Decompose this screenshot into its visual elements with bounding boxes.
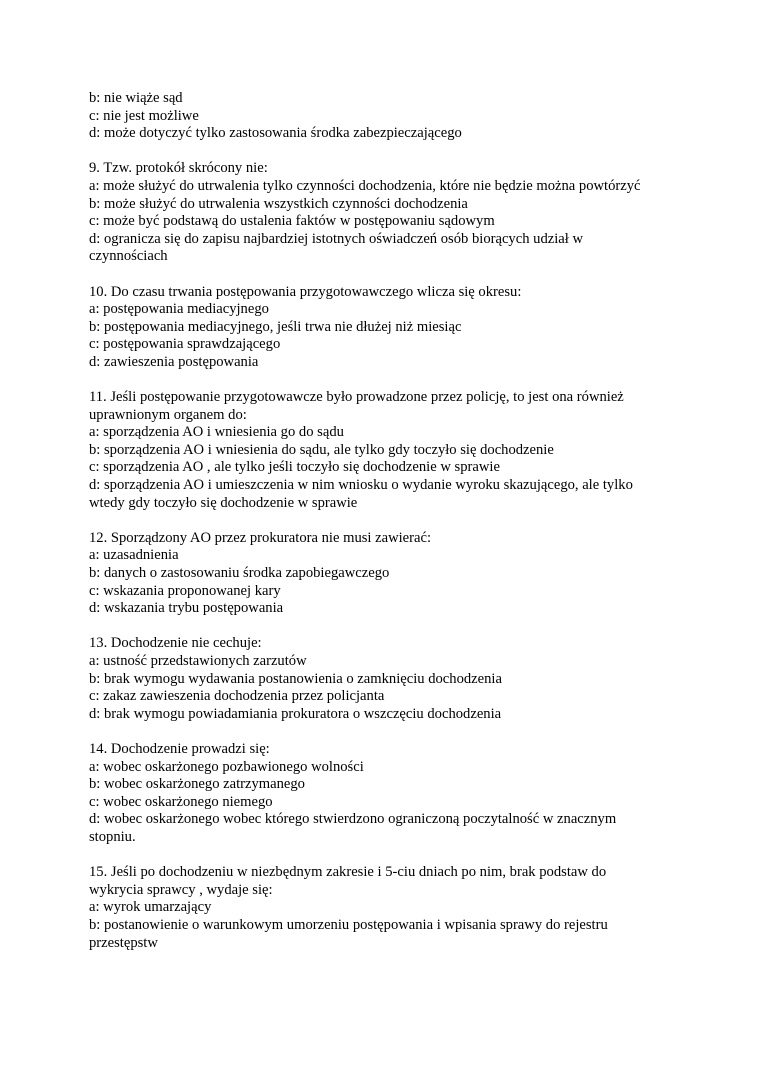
answer-line: d: zawieszenia postępowania (89, 353, 259, 370)
answer-line: d: sporządzenia AO i umieszczenia w nim wniosku o wydanie wyroku skazującego, ale tylko (89, 477, 633, 494)
question-heading: uprawnionym organem do: (89, 406, 247, 423)
question-10 (89, 284, 689, 372)
lead-block (89, 90, 689, 143)
answer-line: d: może dotyczyć tylko zastosowania środka zabezpieczającego (89, 125, 462, 142)
paragraph-gap (89, 723, 689, 741)
question-heading: 14. Dochodzenie prowadzi się: (89, 740, 270, 757)
question-heading: 13. Dochodzenie nie cechuje: (89, 635, 262, 652)
question-heading: 12. Sporządzony AO przez prokuratora nie musi zawierać: (89, 529, 432, 546)
answer-line: czynnościach (89, 248, 168, 265)
answer-line: c: wobec oskarżonego niemego (89, 793, 273, 810)
answer-line: d: wobec oskarżonego wobec którego stwierdzono ograniczoną poczytalność w znacznym (89, 811, 617, 828)
paragraph-gap (89, 512, 689, 530)
question-14 (89, 741, 689, 847)
answer-line: b: wobec oskarżonego zatrzymanego (89, 776, 305, 793)
answer-line: d: ogranicza się do zapisu najbardziej istotnych oświadczeń osób biorących udział w (89, 230, 583, 247)
question-13 (89, 635, 689, 723)
question-heading: 11. Jeśli postępowanie przygotowawcze było prowadzone przez policję, to jest ona również (89, 389, 624, 406)
paragraph-gap (89, 143, 689, 161)
answer-line: a: uzasadnienia (89, 547, 179, 564)
answer-line: b: danych o zastosowaniu środka zapobiegawczego (89, 565, 390, 582)
answer-line: a: wyrok umarzający (89, 899, 212, 916)
question-heading: 9. Tzw. protokół skrócony nie: (89, 160, 268, 177)
answer-line: wtedy gdy toczyło się dochodzenie w sprawie (89, 494, 358, 511)
question-heading: wykrycia sprawcy , wydaje się: (89, 881, 273, 898)
answer-line: a: może służyć do utrwalenia tylko czynności dochodzenia, które nie będzie można powtórzyć (89, 177, 641, 194)
document-page (89, 90, 689, 952)
answer-line: przestępstw (89, 934, 158, 951)
answer-line: b: sporządzenia AO i wniesienia do sądu, ale tylko gdy toczyło się dochodzenie (89, 441, 554, 458)
answer-line: d: brak wymogu powiadamiania prokuratora o wszczęciu dochodzenia (89, 705, 502, 722)
question-15 (89, 864, 689, 952)
answer-line: c: wskazania proponowanej kary (89, 582, 281, 599)
answer-line: stopniu. (89, 828, 136, 845)
answer-line: b: może służyć do utrwalenia wszystkich czynności dochodzenia (89, 195, 468, 212)
question-9 (89, 160, 689, 266)
answer-line: a: wobec oskarżonego pozbawionego wolności (89, 758, 364, 775)
paragraph-gap (89, 266, 689, 284)
answer-line: c: może być podstawą do ustalenia faktów w postępowaniu sądowym (89, 213, 495, 230)
answer-line: c: postępowania sprawdzającego (89, 336, 281, 353)
paragraph-gap (89, 372, 689, 390)
answer-line: a: ustność przedstawionych zarzutów (89, 653, 307, 669)
answer-line: a: postępowania mediacyjnego (89, 301, 269, 318)
question-heading: 15. Jeśli po dochodzeniu w niezbędnym zakresie i 5-ciu dniach po nim, brak podstaw do (89, 864, 607, 881)
question-12 (89, 530, 689, 618)
answer-line: b: postanowienie o warunkowym umorzeniu postępowania i wpisania sprawy do rejestru (89, 916, 608, 933)
answer-line: b: postępowania mediacyjnego, jeśli trwa nie dłużej niż miesiąc (89, 318, 462, 335)
answer-line: d: wskazania trybu postępowania (89, 600, 284, 617)
paragraph-gap (89, 847, 689, 865)
question-heading: 10. Do czasu trwania postępowania przygotowawczego wlicza się okresu: (89, 283, 522, 300)
paragraph-gap (89, 618, 689, 636)
answer-line: a: sporządzenia AO i wniesienia go do sądu (89, 424, 344, 441)
answer-line: b: brak wymogu wydawania postanowienia o zamknięciu dochodzenia (89, 670, 502, 687)
answer-line: b: nie wiąże sąd (89, 90, 183, 106)
question-11 (89, 389, 689, 512)
answer-line: c: zakaz zawieszenia dochodzenia przez policjanta (89, 688, 385, 705)
answer-line: c: sporządzenia AO , ale tylko jeśli toczyło się dochodzenie w sprawie (89, 459, 500, 476)
answer-line: c: nie jest możliwe (89, 107, 199, 124)
